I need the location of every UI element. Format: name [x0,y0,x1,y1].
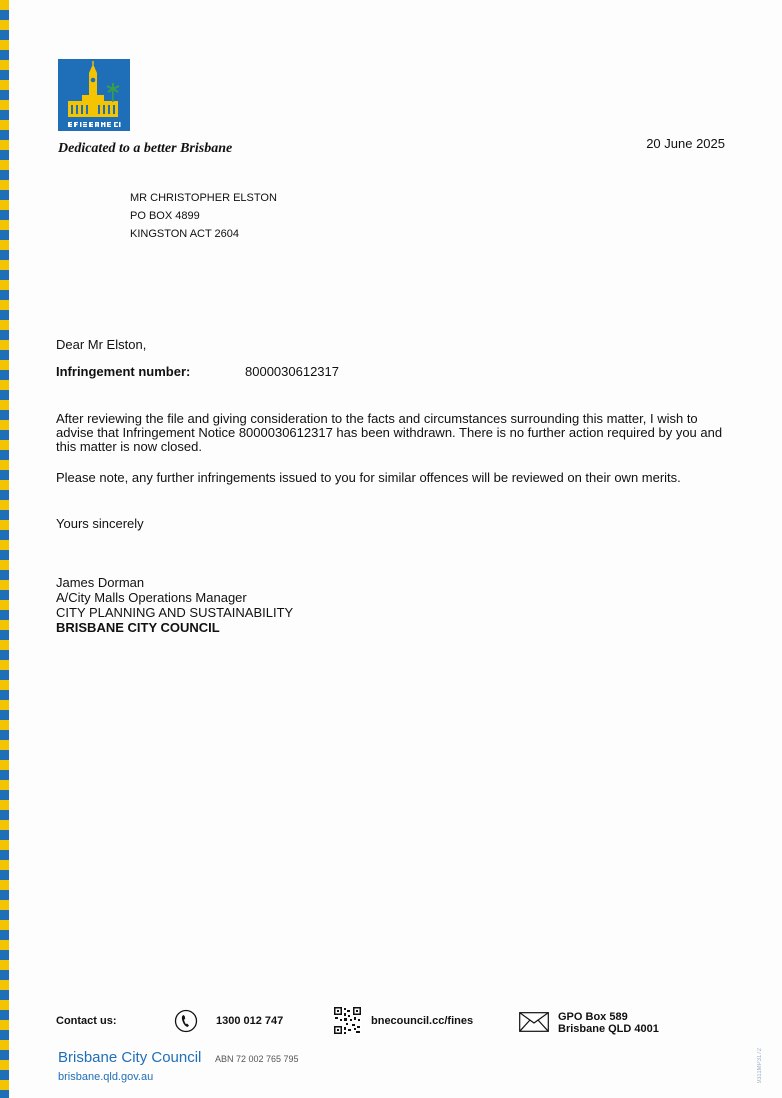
signatory-title: A/City Malls Operations Manager [56,590,247,605]
side-stripe [0,0,9,1098]
contact-web-url[interactable]: bnecouncil.cc/fines [371,1015,474,1027]
postal-address [558,1011,659,1035]
salutation: Dear Mr Elston, [56,337,147,352]
postal-line-1: GPO Box 589 [558,1011,628,1023]
council-name: Brisbane City Council [58,1049,202,1066]
envelope-icon [519,1012,549,1032]
recipient-locality: KINGSTON ACT 2604 [130,228,240,240]
phone-icon [174,1009,198,1033]
council-website[interactable]: brisbane.qld.gov.au [58,1071,154,1083]
signature-block [56,575,293,635]
recipient-name: MR CHRISTOPHER ELSTON [130,192,277,204]
postal-line-2: Brisbane QLD 4001 [558,1023,659,1035]
brisbane-city-logo [58,59,130,131]
tagline: Dedicated to a better Brisbane [58,141,233,156]
recipient-address [130,189,277,243]
infringement-label: Infringement number: [56,364,191,379]
document-ref-code: 9311MP3172 [757,1048,763,1084]
abn: ABN 72 002 765 795 [215,1054,299,1064]
recipient-po-box: PO BOX 4899 [130,210,200,222]
signatory-department: CITY PLANNING AND SUSTAINABILITY [56,605,294,620]
qr-code-icon [334,1007,361,1034]
contact-label: Contact us: [56,1015,117,1027]
signatory-name: James Dorman [56,575,145,590]
body-paragraph-2: Please note, any further infringements issued to you for similar offences will be reviewed on their own merits. [56,470,681,485]
letter-date: 20 June 2025 [646,136,725,151]
infringement-number: 8000030612317 [245,364,339,379]
body-paragraph-1: After reviewing the file and giving consideration to the facts and circumstances surrounding this matter, I wish to advise that Infringement Notice 8000030612317 has been withdrawn. There is no further action required by you and this matter is now closed. [56,411,723,454]
signatory-organisation: BRISBANE CITY COUNCIL [56,620,220,635]
closing: Yours sincerely [56,516,144,531]
contact-phone[interactable]: 1300 012 747 [216,1015,284,1027]
